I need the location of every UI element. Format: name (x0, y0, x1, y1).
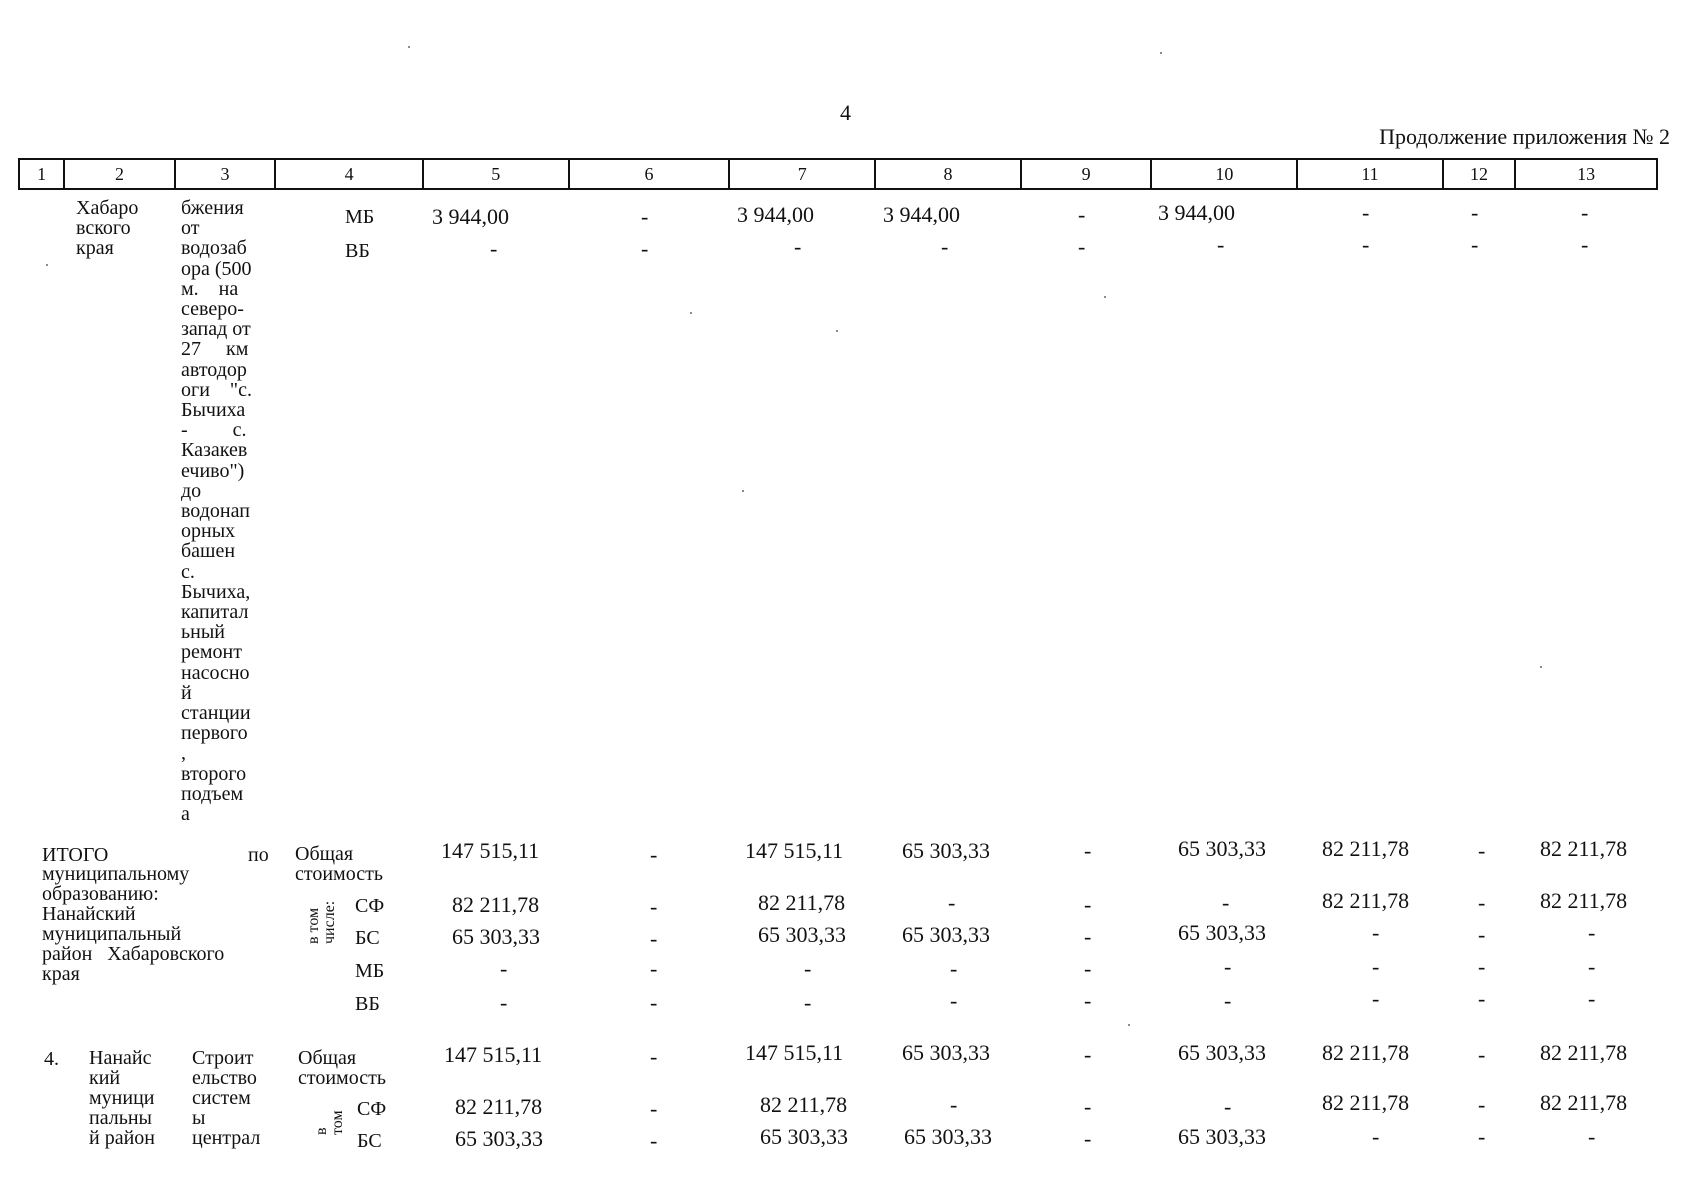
value-cell: - (1224, 1094, 1232, 1119)
header-cell-6: 6 (569, 159, 730, 189)
value-cell: - (1372, 954, 1380, 979)
value-cell: - (1471, 232, 1479, 257)
value-cell: - (650, 894, 658, 919)
value-cell: - (1478, 954, 1486, 979)
value-cell: - (1217, 232, 1225, 257)
value-cell: 3 944,00 (432, 204, 509, 229)
value-cell: 65 303,33 (452, 924, 540, 949)
value-cell: 65 303,33 (902, 1040, 990, 1065)
value-cell: - (1084, 1094, 1092, 1119)
value-cell: 82 211,78 (760, 1092, 848, 1117)
value-cell: - (650, 842, 658, 867)
header-cell-9: 9 (1021, 159, 1152, 189)
value-cell: - (794, 234, 802, 259)
scan-speck (46, 264, 48, 266)
scan-speck (408, 46, 410, 48)
value-cell: - (1078, 202, 1086, 227)
funding-label: МБ (355, 960, 385, 982)
value-cell: 82 211,78 (1322, 1090, 1410, 1115)
scan-speck (1540, 666, 1542, 668)
value-cell: 65 303,33 (758, 922, 846, 947)
value-cell: - (1478, 838, 1486, 863)
row-number: 4. (44, 1048, 59, 1070)
header-cell-13: 13 (1515, 159, 1657, 189)
value-cell: 65 303,33 (902, 922, 990, 947)
value-cell: - (1224, 988, 1232, 1013)
value-cell: - (641, 204, 649, 229)
value-cell: 65 303,33 (1178, 920, 1266, 945)
value-cell: - (950, 1092, 958, 1117)
value-cell: - (1362, 232, 1370, 257)
value-cell: - (1478, 1092, 1486, 1117)
value-cell: - (1471, 200, 1479, 225)
value-cell: 65 303,33 (1178, 1124, 1266, 1149)
funding-label: ВБ (345, 240, 370, 262)
value-cell: - (1478, 1042, 1486, 1067)
scan-speck (742, 490, 744, 492)
value-cell: 65 303,33 (760, 1124, 848, 1149)
value-cell: - (650, 1096, 658, 1121)
funding-label: СФ (357, 1098, 387, 1120)
rotated-including-label: в том (313, 1110, 346, 1135)
value-cell: - (1588, 920, 1596, 945)
funding-label: БС (357, 1130, 382, 1152)
rotated-including-label: в том числе: (305, 900, 338, 944)
value-cell: - (804, 990, 812, 1015)
value-cell: - (1581, 232, 1589, 257)
scan-speck (836, 330, 838, 332)
value-cell: 65 303,33 (455, 1126, 543, 1151)
value-cell: - (650, 926, 658, 951)
value-cell: - (1084, 1042, 1092, 1067)
value-cell: - (1478, 890, 1486, 915)
region-cell-top: Хабаро вского края (76, 197, 139, 259)
value-cell: 82 211,78 (1540, 1090, 1628, 1115)
header-cell-8: 8 (875, 159, 1021, 189)
value-cell: 82 211,78 (1540, 888, 1628, 913)
value-cell: - (1224, 954, 1232, 979)
header-cell-2: 2 (64, 159, 175, 189)
value-cell: 3 944,00 (1158, 200, 1235, 225)
column-number-header (18, 158, 1658, 190)
total-cost-label: Общая стоимость (295, 843, 383, 885)
header-cell-4: 4 (275, 159, 423, 189)
value-cell: 82 211,78 (455, 1094, 543, 1119)
scan-speck (690, 312, 692, 314)
value-cell: - (1478, 1124, 1486, 1149)
page-number: 4 (840, 100, 851, 125)
value-cell: 82 211,78 (1322, 1040, 1410, 1065)
scan-speck (1104, 296, 1106, 298)
value-cell: 82 211,78 (758, 890, 846, 915)
value-cell: - (490, 236, 498, 261)
value-cell: - (650, 1044, 658, 1069)
value-cell: - (1372, 1124, 1380, 1149)
value-cell: 82 211,78 (1540, 1040, 1628, 1065)
header-cell-10: 10 (1151, 159, 1297, 189)
value-cell: - (1478, 986, 1486, 1011)
scan-speck (1160, 52, 1162, 54)
value-cell: - (1372, 920, 1380, 945)
header-cell-11: 11 (1297, 159, 1443, 189)
value-cell: - (1372, 986, 1380, 1011)
value-cell: - (804, 956, 812, 981)
value-cell: 147 515,11 (745, 838, 844, 863)
value-cell: - (1084, 892, 1092, 917)
value-cell: - (1588, 954, 1596, 979)
value-cell: - (500, 990, 508, 1015)
object-description-cell: Строит ельство систем ы централ (192, 1047, 261, 1149)
value-cell: 65 303,33 (904, 1124, 992, 1149)
header-cell-5: 5 (423, 159, 569, 189)
value-cell: - (650, 956, 658, 981)
value-cell: 65 303,33 (1178, 1040, 1266, 1065)
value-cell: 3 944,00 (737, 202, 814, 227)
header-cell-12: 12 (1443, 159, 1515, 189)
scan-speck (1128, 1024, 1130, 1026)
value-cell: - (1084, 988, 1092, 1013)
value-cell: - (1478, 922, 1486, 947)
object-description-cell: бжения от водозаб ора (500 м. на северо- запад от 27 км автодор оги "с. Бычиха - с. Казакев ечиво") до водонап орных башен с. Бычиха, капитал ьный ремонт насосно й станции первого , второго подъем а (181, 197, 252, 826)
total-title: ИТОГО (42, 844, 109, 866)
value-cell: - (948, 890, 956, 915)
value-cell: 3 944,00 (883, 202, 960, 227)
value-cell: 147 515,11 (441, 838, 540, 863)
value-cell: 82 211,78 (1322, 888, 1410, 913)
funding-label: БС (355, 927, 380, 949)
value-cell: 147 515,11 (745, 1040, 844, 1065)
continuation-title: Продолжение приложения № 2 (1379, 124, 1670, 149)
total-description: муниципальному образованию: Нанайский муниципальный район Хабаровского края (42, 863, 225, 985)
funding-label: ВБ (355, 993, 380, 1015)
value-cell: - (1588, 1124, 1596, 1149)
region-cell: Нанайс кий муници пальны й район (89, 1047, 155, 1149)
value-cell: - (941, 234, 949, 259)
value-cell: - (1084, 1126, 1092, 1151)
value-cell: - (500, 956, 508, 981)
value-cell: - (1581, 200, 1589, 225)
header-cell-7: 7 (729, 159, 875, 189)
value-cell: 82 211,78 (1322, 836, 1410, 861)
total-cost-label: Общая стоимость (298, 1047, 386, 1089)
funding-label: МБ (345, 206, 375, 228)
value-cell: - (650, 990, 658, 1015)
total-title-suffix: по (248, 844, 269, 866)
value-cell: - (1084, 838, 1092, 863)
value-cell: - (1588, 986, 1596, 1011)
value-cell: - (1078, 234, 1086, 259)
value-cell: - (950, 988, 958, 1013)
value-cell: - (1222, 890, 1230, 915)
value-cell: - (950, 956, 958, 981)
value-cell: 65 303,33 (1178, 836, 1266, 861)
value-cell: - (1362, 200, 1370, 225)
value-cell: 82 211,78 (452, 892, 540, 917)
value-cell: - (1084, 924, 1092, 949)
header-cell-3: 3 (175, 159, 275, 189)
header-cell-1: 1 (19, 159, 64, 189)
funding-label: СФ (355, 895, 385, 917)
value-cell: 147 515,11 (444, 1042, 543, 1067)
value-cell: 82 211,78 (1540, 836, 1628, 861)
value-cell: 65 303,33 (902, 838, 990, 863)
value-cell: - (641, 236, 649, 261)
value-cell: - (650, 1128, 658, 1153)
value-cell: - (1084, 956, 1092, 981)
